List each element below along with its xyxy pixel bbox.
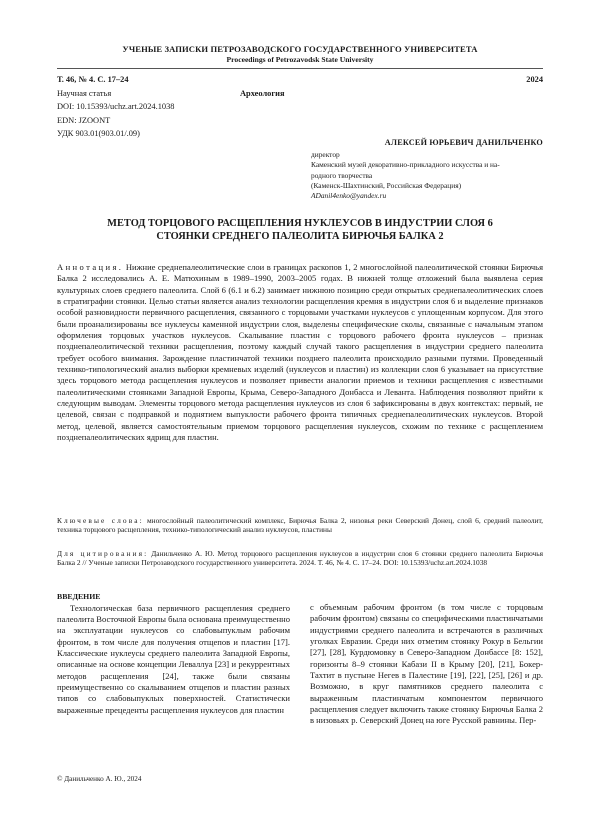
paragraph: с объемным рабочим фронтом (в том числе с торцовым рабочим фронтом) связаны со специфическими пластинчатыми индустриями среднего палеолита и встречаются в различных уголках Евразии. Среди них отметим стоянку Рокур в Бельгии [27], [28], Курдюмовку в Северо-Западном Донбассе [8: 152], горизонты 8–9 стоянки Кабази II в Крыму [20], [21], Бокер-Тахтит в пустыне Негев в Палестине [19], [22], [25], [26] и др. Возможно, в круг памятников среднего палеолита с выраженным пластинчатым компонентом первичного расщепления следует включить также стоянку Бирючья Балка 2 в низовьях р. Северский Донец на юге Русской равнины. Пер- <box>310 602 543 726</box>
udk: УДК 903.01(903.01/.09) <box>57 129 140 139</box>
journal-subtitle: Proceedings of Petrozavodsk State University <box>226 55 374 64</box>
abstract-label: Аннотация. <box>57 262 124 272</box>
journal-title: УЧЕНЫЕ ЗАПИСКИ ПЕТРОЗАВОДСКОГО ГОСУДАРСТВЕННОГО УНИВЕРСИТЕТА <box>122 44 478 54</box>
article-meta <box>57 73 543 141</box>
title-line-2: СТОЯНКИ СРЕДНЕГО ПАЛЕОЛИТА БИРЮЧЬЯ БАЛКА 2 <box>156 230 444 242</box>
article-title <box>57 218 543 243</box>
paragraph: Технологическая база первичного расщепления среднего палеолита Восточной Европы была основана преимущественно на эксплуатации нуклеусов со слабовыпуклым рабочим фронтом, в том числе для получения отщепов и пластин [17]. Классические нуклеусы среднего палеолита Западной Европы, описанные на основе концепции Леваллуа [23] и рекуррентных методов расщепления [24], также были связаны преимущественно со скалыванием отщепов и пластин разных типов со слабовыпуклых поверхностей. Статистически выраженные прецеденты расщепления нуклеусов для пластин <box>57 602 290 715</box>
citation-label: Для цитирования: <box>57 549 149 558</box>
doi: DOI: 10.15393/uchz.art.2024.1038 <box>57 102 175 112</box>
author-email[interactable]: ADanil4enko@yandex.ru <box>311 191 387 201</box>
author-block <box>57 138 543 201</box>
citation <box>57 549 543 568</box>
copyright: © Данильченко А. Ю., 2024 <box>57 775 142 783</box>
keywords-label: Ключевые слова: <box>57 516 144 525</box>
author-position: директор <box>311 150 340 159</box>
keywords-text: многослойный палеолитический комплекс, Бирючья Балка 2, низовья реки Северский Донец, слой 6, средний палеолит, техника торцового расщепления, технико-типологический анализ нуклеусов, пластины <box>57 516 543 535</box>
volume-info: Т. 46, № 4. С. 17–24 <box>57 75 129 84</box>
article-type: Научная статья <box>57 88 112 98</box>
body-right-column <box>310 602 543 727</box>
section-heading: ВВЕДЕНИЕ <box>57 592 101 601</box>
author-name: АЛЕКСЕЙ ЮРЬЕВИЧ ДАНИЛЬЧЕНКО <box>384 138 543 147</box>
author-affiliation <box>311 150 543 201</box>
edn: EDN: JZOONT <box>57 115 111 125</box>
abstract <box>57 262 543 444</box>
abstract-text: Нижние среднепалеолитические слои в границах раскопов 1, 2 многослойной палеолитической стоянки Бирючья Балка 2 исследовались А. Е. Матюхиным в 1989–1990, 2003–2005 годах. В нижней толще отложений была выявлена серия культурных слоев среднего палеолита. Слой 6 (6.1 и 6.2) занимает нижнюю позицию среди открытых среднепалеолитических слоев в стратиграфии стоянки. Целью статьи является анализ технологии расщепления кремня в индустрии слоя 6 и выделение признаков особой разновидности первичного расщепления, связанного с торцовыми участками нуклеусов с уплощенным корпусом. Для этого были проанализированы все нуклеусы каменной индустрии слоя, выделены специфические сколы, связанные с начальным этапом оформления торцовых участков нуклеусов. Скалывание пластин с торцового рабочего фронта нуклеусов – признак позднепалеолитической техники расщепления, поэтому каждый случай такого расщепления в индустрии среднего палеолита требует особого внимания. Зарождение пластинчатой техники позднего палеолита происходило разными путями. Проведенный технико-типологический анализ выборки кремневых изделий (нуклеусов и пластин) из коллекции слоя 6 указывает на присутствие здесь торцового метода расщепления нуклеусов и позволяет привести аналогии приемов и техники расщепления с известными палеолитическими стоянками Западной Европы, Крыма, Северо-Западного Донбасса и Леванта. Наблюдения позволяют прийти к следующим выводам. Элементы торцового метода расщепления нуклеусов из слоя 6 зафиксированы в двух контекстах: первый, не целевой, связан с подправкой и поднятием выпуклости рабочего фронта типичных среднепалеолитических нуклеусов. Второй метод, целевой, является самостоятельным приемом торцового расщепления нуклеусов, схожим по технике с расщеплением позднепалеолитических ядрищ для пластин. <box>57 262 544 443</box>
header-divider <box>57 68 543 69</box>
title-line-1: МЕТОД ТОРЦОВОГО РАСЩЕПЛЕНИЯ НУКЛЕУСОВ В ИНДУСТРИИ СЛОЯ 6 <box>107 218 493 229</box>
section-name: Археология <box>240 88 285 98</box>
keywords <box>57 516 543 535</box>
publication-year: 2024 <box>526 75 543 84</box>
citation-text: Данильченко А. Ю. Метод торцового расщепления нуклеусов в индустрии слоя 6 стоянки среднего палеолита Бирючья Балка 2 // Ученые записки Петрозаводского государственного университета. 2024. Т. 46, № 4. С. 17–24. DOI: 10.15393/uchz.art.2024.1038 <box>57 549 543 568</box>
author-location: (Каменск-Шахтинский, Российская Федерация) <box>311 180 462 190</box>
affiliation-line-1: Каменский музей декоративно-прикладного искусства и на- <box>311 160 500 170</box>
body-left-column <box>57 591 290 716</box>
affiliation-line-2: родного творчества <box>311 170 373 180</box>
